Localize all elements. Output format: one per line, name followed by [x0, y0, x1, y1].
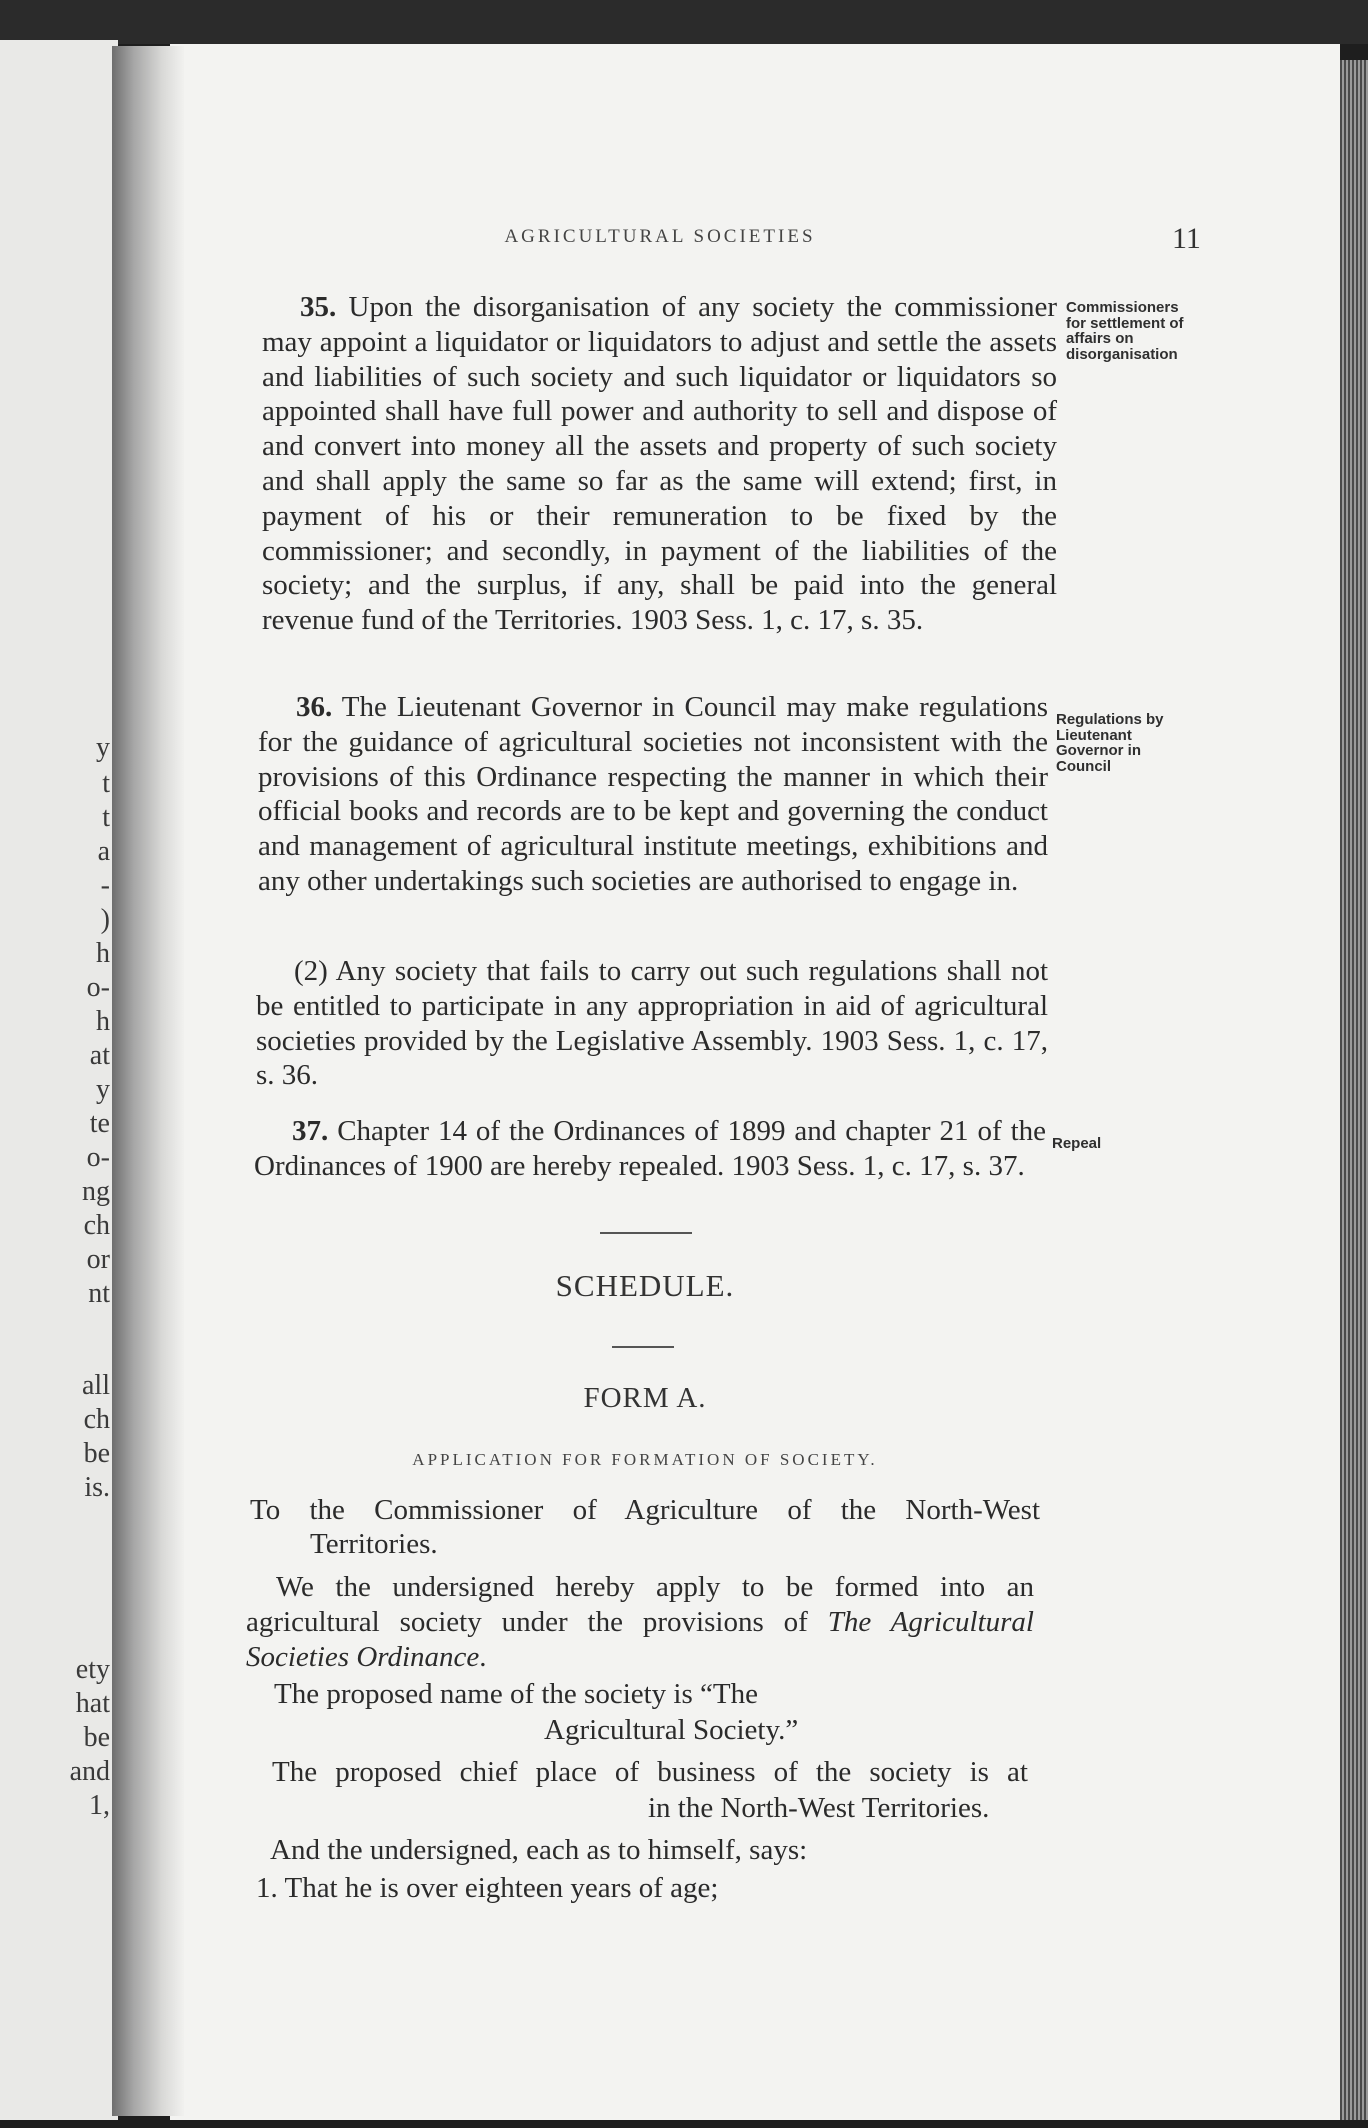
facing-page-fragment: hat — [75, 1688, 110, 1719]
facing-page-fragment: ety — [75, 1654, 110, 1685]
section-number: 36. — [296, 691, 333, 723]
proposed-name-line-2: Agricultural Society.” — [544, 1714, 799, 1746]
facing-page-fragment: ch — [83, 1210, 110, 1241]
facing-page-fragment: be — [83, 1722, 110, 1753]
form-body-lead: We the undersigned hereby apply to be formed into an agricultural society under the provisions of — [246, 1571, 1034, 1638]
page-edges — [1340, 60, 1368, 2120]
facing-page-fragment: ch — [83, 1404, 110, 1435]
form-body-end: . — [479, 1640, 487, 1673]
facing-page-fragment: o- — [86, 1142, 110, 1173]
proposed-name-line-1: The proposed name of the society is “The — [274, 1678, 758, 1710]
facing-page-fragment: - — [100, 870, 110, 901]
sidenote-commissioners: Commissioners for settlement of affairs on disorganisation — [1066, 299, 1184, 363]
facing-page-fragment: te — [89, 1108, 110, 1139]
facing-page-fragment: ng — [82, 1176, 110, 1207]
place-of-business-line-2: in the North-West Territories. — [648, 1792, 990, 1824]
form-subtitle: APPLICATION FOR FORMATION OF SOCIETY. — [412, 1450, 878, 1469]
facing-page-fragment: t — [102, 802, 110, 833]
facing-page-fragment: is. — [84, 1472, 110, 1503]
section-text: Upon the disorganisation of any society the commissioner may appoint a liquidator or liquidators to adjust and settle the assets and liabilities of such society and such liquidator or liquidators so appointed shall have full power and authority to sell and dispose of and convert into money all the assets and property of such society and shall apply the same so far as the same will extend; first, in payment of his or their remuneration to be fixed by the commissioner; and secondly, in payment of the liabilities of the society; and the surplus, if any, shall be paid into the general revenue fund of the Territories. 1903 Sess. 1, c. 17, s. 35. — [262, 291, 1058, 637]
facing-page — [0, 40, 118, 2120]
facing-page-fragment: t — [102, 768, 110, 799]
facing-page-fragment: h — [96, 1006, 110, 1037]
schedule-divider — [612, 1346, 674, 1348]
undersigned-statement: And the undersigned, each as to himself, says: — [270, 1834, 808, 1866]
section-text: The Lieutenant Governor in Council may make regulations for the guidance of agricultural societies not inconsistent with the provisions of this Ordinance respecting the manner in which their official books and records are to be kept and governing the conduct and management of agricultural institute meetings, exhibitions and any other undertakings such societies are authorised to engage in. — [258, 691, 1049, 897]
facing-page-fragment: be — [83, 1438, 110, 1469]
statement-item-1: 1. That he is over eighteen years of age; — [256, 1872, 719, 1904]
sidenote-repeal: Repeal — [1052, 1135, 1102, 1152]
scan-top-band — [0, 0, 1368, 44]
section-36-subsection-2: (2) Any society that fails to carry out such regulations shall not be entitled to participate in any appropriation in aid of agricultural societies provided by the Legislative Assembly. 1903 Sess. 1, c. 17, s. 36. — [256, 955, 1048, 1092]
section-number: 35. — [300, 291, 337, 323]
facing-page-fragment: and — [69, 1756, 110, 1787]
ordinance-title: The Agricultural Societies Ordinance — [246, 1605, 1034, 1673]
place-of-business-line-1: The proposed chief place of business of the society is at — [272, 1756, 1028, 1788]
section-35 — [262, 290, 1057, 638]
section-37 — [254, 1114, 1046, 1184]
facing-page-fragment: a — [97, 836, 110, 867]
section-text: Chapter 14 of the Ordinances of 1899 and chapter 21 of the Ordinances of 1900 are hereby repealed. 1903 Sess. 1, c. 17, s. 37. — [254, 1115, 1047, 1182]
section-divider — [600, 1232, 692, 1234]
book-gutter-shadow — [112, 46, 184, 2116]
form-body — [246, 1570, 1034, 1674]
page-number: 11 — [1172, 222, 1201, 255]
running-head: AGRICULTURAL SOCIETIES — [504, 226, 816, 247]
facing-page-fragment: or — [86, 1244, 110, 1275]
facing-page-fragment: 1, — [89, 1790, 110, 1821]
addressee-line-2: Territories. — [310, 1528, 438, 1560]
facing-page-fragment: nt — [88, 1278, 110, 1309]
addressee-line-1: To the Commissioner of Agriculture of the North-West — [250, 1494, 1040, 1526]
section-number: 37. — [292, 1115, 329, 1147]
facing-page-fragment: o- — [86, 972, 110, 1003]
schedule-title: SCHEDULE. — [555, 1268, 735, 1303]
sidenote-regulations: Regulations by Lieutenant Governor in Council — [1056, 711, 1164, 775]
section-36 — [258, 690, 1048, 899]
facing-page-fragment: y — [96, 1074, 110, 1105]
facing-page-fragment: all — [82, 1370, 110, 1401]
form-title: FORM A. — [583, 1382, 707, 1414]
facing-page-fragment: h — [96, 938, 110, 969]
facing-page-fragment: y — [96, 732, 110, 763]
facing-page-fragment: ) — [100, 904, 110, 935]
facing-page-fragment: at — [89, 1040, 110, 1071]
